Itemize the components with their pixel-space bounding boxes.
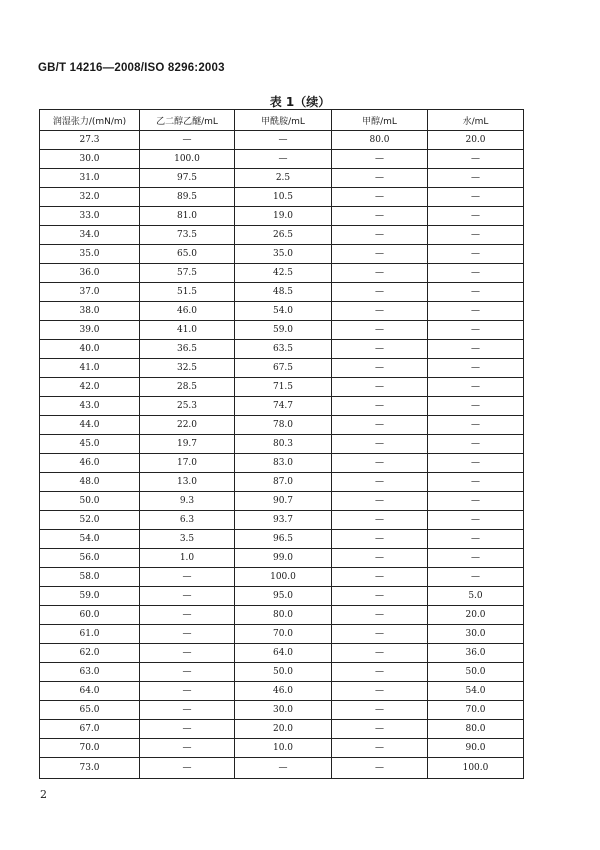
table-cell: 10.5 — [235, 188, 332, 207]
table-cell: — — [428, 169, 524, 188]
table-cell: 64.0 — [235, 644, 332, 663]
table-header-row — [40, 110, 524, 131]
table-cell: — — [428, 264, 524, 283]
table-cell: 45.0 — [40, 435, 140, 454]
table-body — [40, 131, 524, 779]
table-row — [40, 226, 524, 245]
table-cell: 70.0 — [235, 625, 332, 644]
table-cell: 100.0 — [235, 568, 332, 587]
table-cell: 30.0 — [428, 625, 524, 644]
table-cell: — — [140, 758, 235, 779]
table-cell: — — [140, 587, 235, 606]
table-cell: 60.0 — [40, 606, 140, 625]
table-cell: 54.0 — [428, 682, 524, 701]
table-cell: — — [332, 416, 428, 435]
table-row — [40, 150, 524, 169]
table-cell: 70.0 — [428, 701, 524, 720]
table-cell: 41.0 — [40, 359, 140, 378]
table-row — [40, 321, 524, 340]
table-cell: 54.0 — [40, 530, 140, 549]
table-cell: 19.7 — [140, 435, 235, 454]
table-cell: 80.0 — [332, 131, 428, 150]
table-cell: 62.0 — [40, 644, 140, 663]
table-cell: 46.0 — [140, 302, 235, 321]
table-cell: — — [332, 625, 428, 644]
table-cell: 10.0 — [235, 739, 332, 758]
table-cell: — — [428, 226, 524, 245]
table-cell: — — [428, 397, 524, 416]
table-cell: 52.0 — [40, 511, 140, 530]
table-cell: 70.0 — [40, 739, 140, 758]
table-cell: 80.3 — [235, 435, 332, 454]
table-cell: — — [428, 207, 524, 226]
table-cell: — — [428, 340, 524, 359]
table-row — [40, 758, 524, 779]
wetting-tension-table — [39, 109, 524, 779]
table-cell: — — [332, 606, 428, 625]
table-row — [40, 739, 524, 758]
table-cell: — — [140, 644, 235, 663]
table-cell: — — [332, 340, 428, 359]
table-row — [40, 302, 524, 321]
table-cell: — — [332, 188, 428, 207]
table-cell: 25.3 — [140, 397, 235, 416]
table-cell: 51.5 — [140, 283, 235, 302]
table-cell: 26.5 — [235, 226, 332, 245]
table-row — [40, 131, 524, 150]
table-cell: 37.0 — [40, 283, 140, 302]
table-cell: 59.0 — [40, 587, 140, 606]
table-cell: — — [332, 150, 428, 169]
table-cell: 50.0 — [428, 663, 524, 682]
table-cell: — — [332, 530, 428, 549]
table-cell: 44.0 — [40, 416, 140, 435]
table-cell: 93.7 — [235, 511, 332, 530]
table-cell: 31.0 — [40, 169, 140, 188]
table-cell: 83.0 — [235, 454, 332, 473]
table-cell: 2.5 — [235, 169, 332, 188]
table-cell: — — [428, 454, 524, 473]
table-cell: — — [140, 131, 235, 150]
table-cell: — — [332, 302, 428, 321]
table-row — [40, 492, 524, 511]
table-cell: 43.0 — [40, 397, 140, 416]
table-cell: 20.0 — [235, 720, 332, 739]
table-cell: 40.0 — [40, 340, 140, 359]
table-cell: — — [235, 150, 332, 169]
table-cell: — — [428, 435, 524, 454]
table-cell: 97.5 — [140, 169, 235, 188]
table-row — [40, 530, 524, 549]
table-row — [40, 359, 524, 378]
table-cell: — — [140, 606, 235, 625]
table-cell: 100.0 — [428, 758, 524, 779]
table-cell: 35.0 — [40, 245, 140, 264]
table-cell: — — [332, 321, 428, 340]
table-row — [40, 435, 524, 454]
table-cell: — — [428, 359, 524, 378]
table-cell: — — [140, 568, 235, 587]
table-cell: 81.0 — [140, 207, 235, 226]
table-cell: 36.5 — [140, 340, 235, 359]
table-cell: 32.5 — [140, 359, 235, 378]
table-cell: 6.3 — [140, 511, 235, 530]
table-row — [40, 378, 524, 397]
table-cell: 9.3 — [140, 492, 235, 511]
table-cell: 95.0 — [235, 587, 332, 606]
table-row — [40, 473, 524, 492]
table-cell: 50.0 — [40, 492, 140, 511]
table-cell: 64.0 — [40, 682, 140, 701]
table-cell: 89.5 — [140, 188, 235, 207]
table-cell: — — [332, 207, 428, 226]
table-row — [40, 701, 524, 720]
table-cell: 35.0 — [235, 245, 332, 264]
table-cell: 20.0 — [428, 131, 524, 150]
table-cell: — — [428, 492, 524, 511]
table-cell: 63.0 — [40, 663, 140, 682]
table-cell: 48.0 — [40, 473, 140, 492]
table-row — [40, 397, 524, 416]
table-row — [40, 245, 524, 264]
table-cell: 39.0 — [40, 321, 140, 340]
table-cell: 90.7 — [235, 492, 332, 511]
table-cell: 87.0 — [235, 473, 332, 492]
table-row — [40, 511, 524, 530]
table-row — [40, 720, 524, 739]
table-row — [40, 568, 524, 587]
table-cell: 36.0 — [428, 644, 524, 663]
table-cell: — — [332, 359, 428, 378]
table-cell: 63.5 — [235, 340, 332, 359]
table-cell: — — [235, 758, 332, 779]
table-row — [40, 644, 524, 663]
column-header: 甲醇/mL — [332, 110, 428, 131]
table-row — [40, 264, 524, 283]
table-cell: — — [332, 473, 428, 492]
table-caption: 表 1（续） — [269, 95, 331, 109]
column-header: 水/mL — [428, 110, 524, 131]
table-cell: — — [428, 473, 524, 492]
table-row — [40, 454, 524, 473]
table-cell: — — [140, 682, 235, 701]
table-cell: — — [140, 625, 235, 644]
table-cell: 42.5 — [235, 264, 332, 283]
column-header: 甲酰胺/mL — [235, 110, 332, 131]
table-row — [40, 207, 524, 226]
table-cell: 22.0 — [140, 416, 235, 435]
table-cell: — — [332, 701, 428, 720]
table-cell: — — [428, 283, 524, 302]
table-cell: 3.5 — [140, 530, 235, 549]
table-cell: 80.0 — [235, 606, 332, 625]
table-row — [40, 606, 524, 625]
table-cell: — — [332, 283, 428, 302]
column-header: 润湿张力/(mN/m) — [40, 110, 140, 131]
standard-code-header: GB/T 14216—2008/ISO 8296:2003 — [38, 62, 225, 74]
table-cell: — — [332, 568, 428, 587]
table-cell: — — [140, 739, 235, 758]
table-row — [40, 188, 524, 207]
table-cell: 13.0 — [140, 473, 235, 492]
table-cell: — — [428, 188, 524, 207]
table-cell: 34.0 — [40, 226, 140, 245]
table-cell: — — [332, 682, 428, 701]
table-row — [40, 549, 524, 568]
table-cell: 78.0 — [235, 416, 332, 435]
table-cell: 5.0 — [428, 587, 524, 606]
table-cell: 96.5 — [235, 530, 332, 549]
table-cell: 90.0 — [428, 739, 524, 758]
table-row — [40, 169, 524, 188]
table-cell: — — [140, 701, 235, 720]
column-header: 乙二醇乙醚/mL — [140, 110, 235, 131]
table-cell: — — [332, 587, 428, 606]
table-cell: — — [332, 264, 428, 283]
table-cell: 59.0 — [235, 321, 332, 340]
table-cell: — — [332, 226, 428, 245]
table-row — [40, 587, 524, 606]
table-cell: — — [428, 530, 524, 549]
table-cell: — — [428, 416, 524, 435]
table-cell: — — [140, 720, 235, 739]
table-cell: 28.5 — [140, 378, 235, 397]
table-cell: 71.5 — [235, 378, 332, 397]
table-cell: — — [428, 549, 524, 568]
table-cell: 30.0 — [40, 150, 140, 169]
table-cell: 56.0 — [40, 549, 140, 568]
table-cell: — — [332, 549, 428, 568]
table-row — [40, 663, 524, 682]
table-cell: 80.0 — [428, 720, 524, 739]
table-cell: 32.0 — [40, 188, 140, 207]
table-cell: 54.0 — [235, 302, 332, 321]
table-row — [40, 682, 524, 701]
table-cell: — — [332, 644, 428, 663]
table-cell: — — [428, 302, 524, 321]
table-cell: 30.0 — [235, 701, 332, 720]
table-cell: — — [428, 321, 524, 340]
table-cell: — — [428, 150, 524, 169]
table-cell: 73.5 — [140, 226, 235, 245]
table-cell: 50.0 — [235, 663, 332, 682]
table-cell: 38.0 — [40, 302, 140, 321]
table-cell: 27.3 — [40, 131, 140, 150]
table-cell: — — [428, 245, 524, 264]
table-cell: 46.0 — [40, 454, 140, 473]
table-cell: — — [428, 378, 524, 397]
table-cell: 42.0 — [40, 378, 140, 397]
table-cell: 61.0 — [40, 625, 140, 644]
table-cell: 58.0 — [40, 568, 140, 587]
table-cell: — — [332, 397, 428, 416]
table-cell: — — [140, 663, 235, 682]
table-cell: 46.0 — [235, 682, 332, 701]
table-cell: — — [235, 131, 332, 150]
table-cell: 100.0 — [140, 150, 235, 169]
table-cell: 73.0 — [40, 758, 140, 779]
table-cell: — — [332, 454, 428, 473]
page-number: 2 — [40, 788, 47, 801]
table-cell: 99.0 — [235, 549, 332, 568]
table-cell: 19.0 — [235, 207, 332, 226]
table-cell: — — [332, 169, 428, 188]
table-cell: — — [332, 758, 428, 779]
table-cell: — — [332, 245, 428, 264]
table-cell: 36.0 — [40, 264, 140, 283]
table-cell: 48.5 — [235, 283, 332, 302]
table-cell: 20.0 — [428, 606, 524, 625]
table-row — [40, 416, 524, 435]
table-cell: — — [332, 492, 428, 511]
table-cell: 67.5 — [235, 359, 332, 378]
table-cell: 41.0 — [140, 321, 235, 340]
table-cell: — — [332, 435, 428, 454]
table-cell: — — [332, 378, 428, 397]
table-row — [40, 340, 524, 359]
table-cell: 67.0 — [40, 720, 140, 739]
table-cell: — — [332, 511, 428, 530]
table-cell: 74.7 — [235, 397, 332, 416]
table-cell: 65.0 — [40, 701, 140, 720]
table-row — [40, 625, 524, 644]
table-cell: 17.0 — [140, 454, 235, 473]
table-cell: 33.0 — [40, 207, 140, 226]
table-cell: 65.0 — [140, 245, 235, 264]
table-cell: — — [332, 663, 428, 682]
table-cell: — — [428, 511, 524, 530]
table-cell: 1.0 — [140, 549, 235, 568]
table-cell: — — [332, 739, 428, 758]
table-cell: — — [332, 720, 428, 739]
table-cell: — — [428, 568, 524, 587]
table-cell: 57.5 — [140, 264, 235, 283]
table-row — [40, 283, 524, 302]
